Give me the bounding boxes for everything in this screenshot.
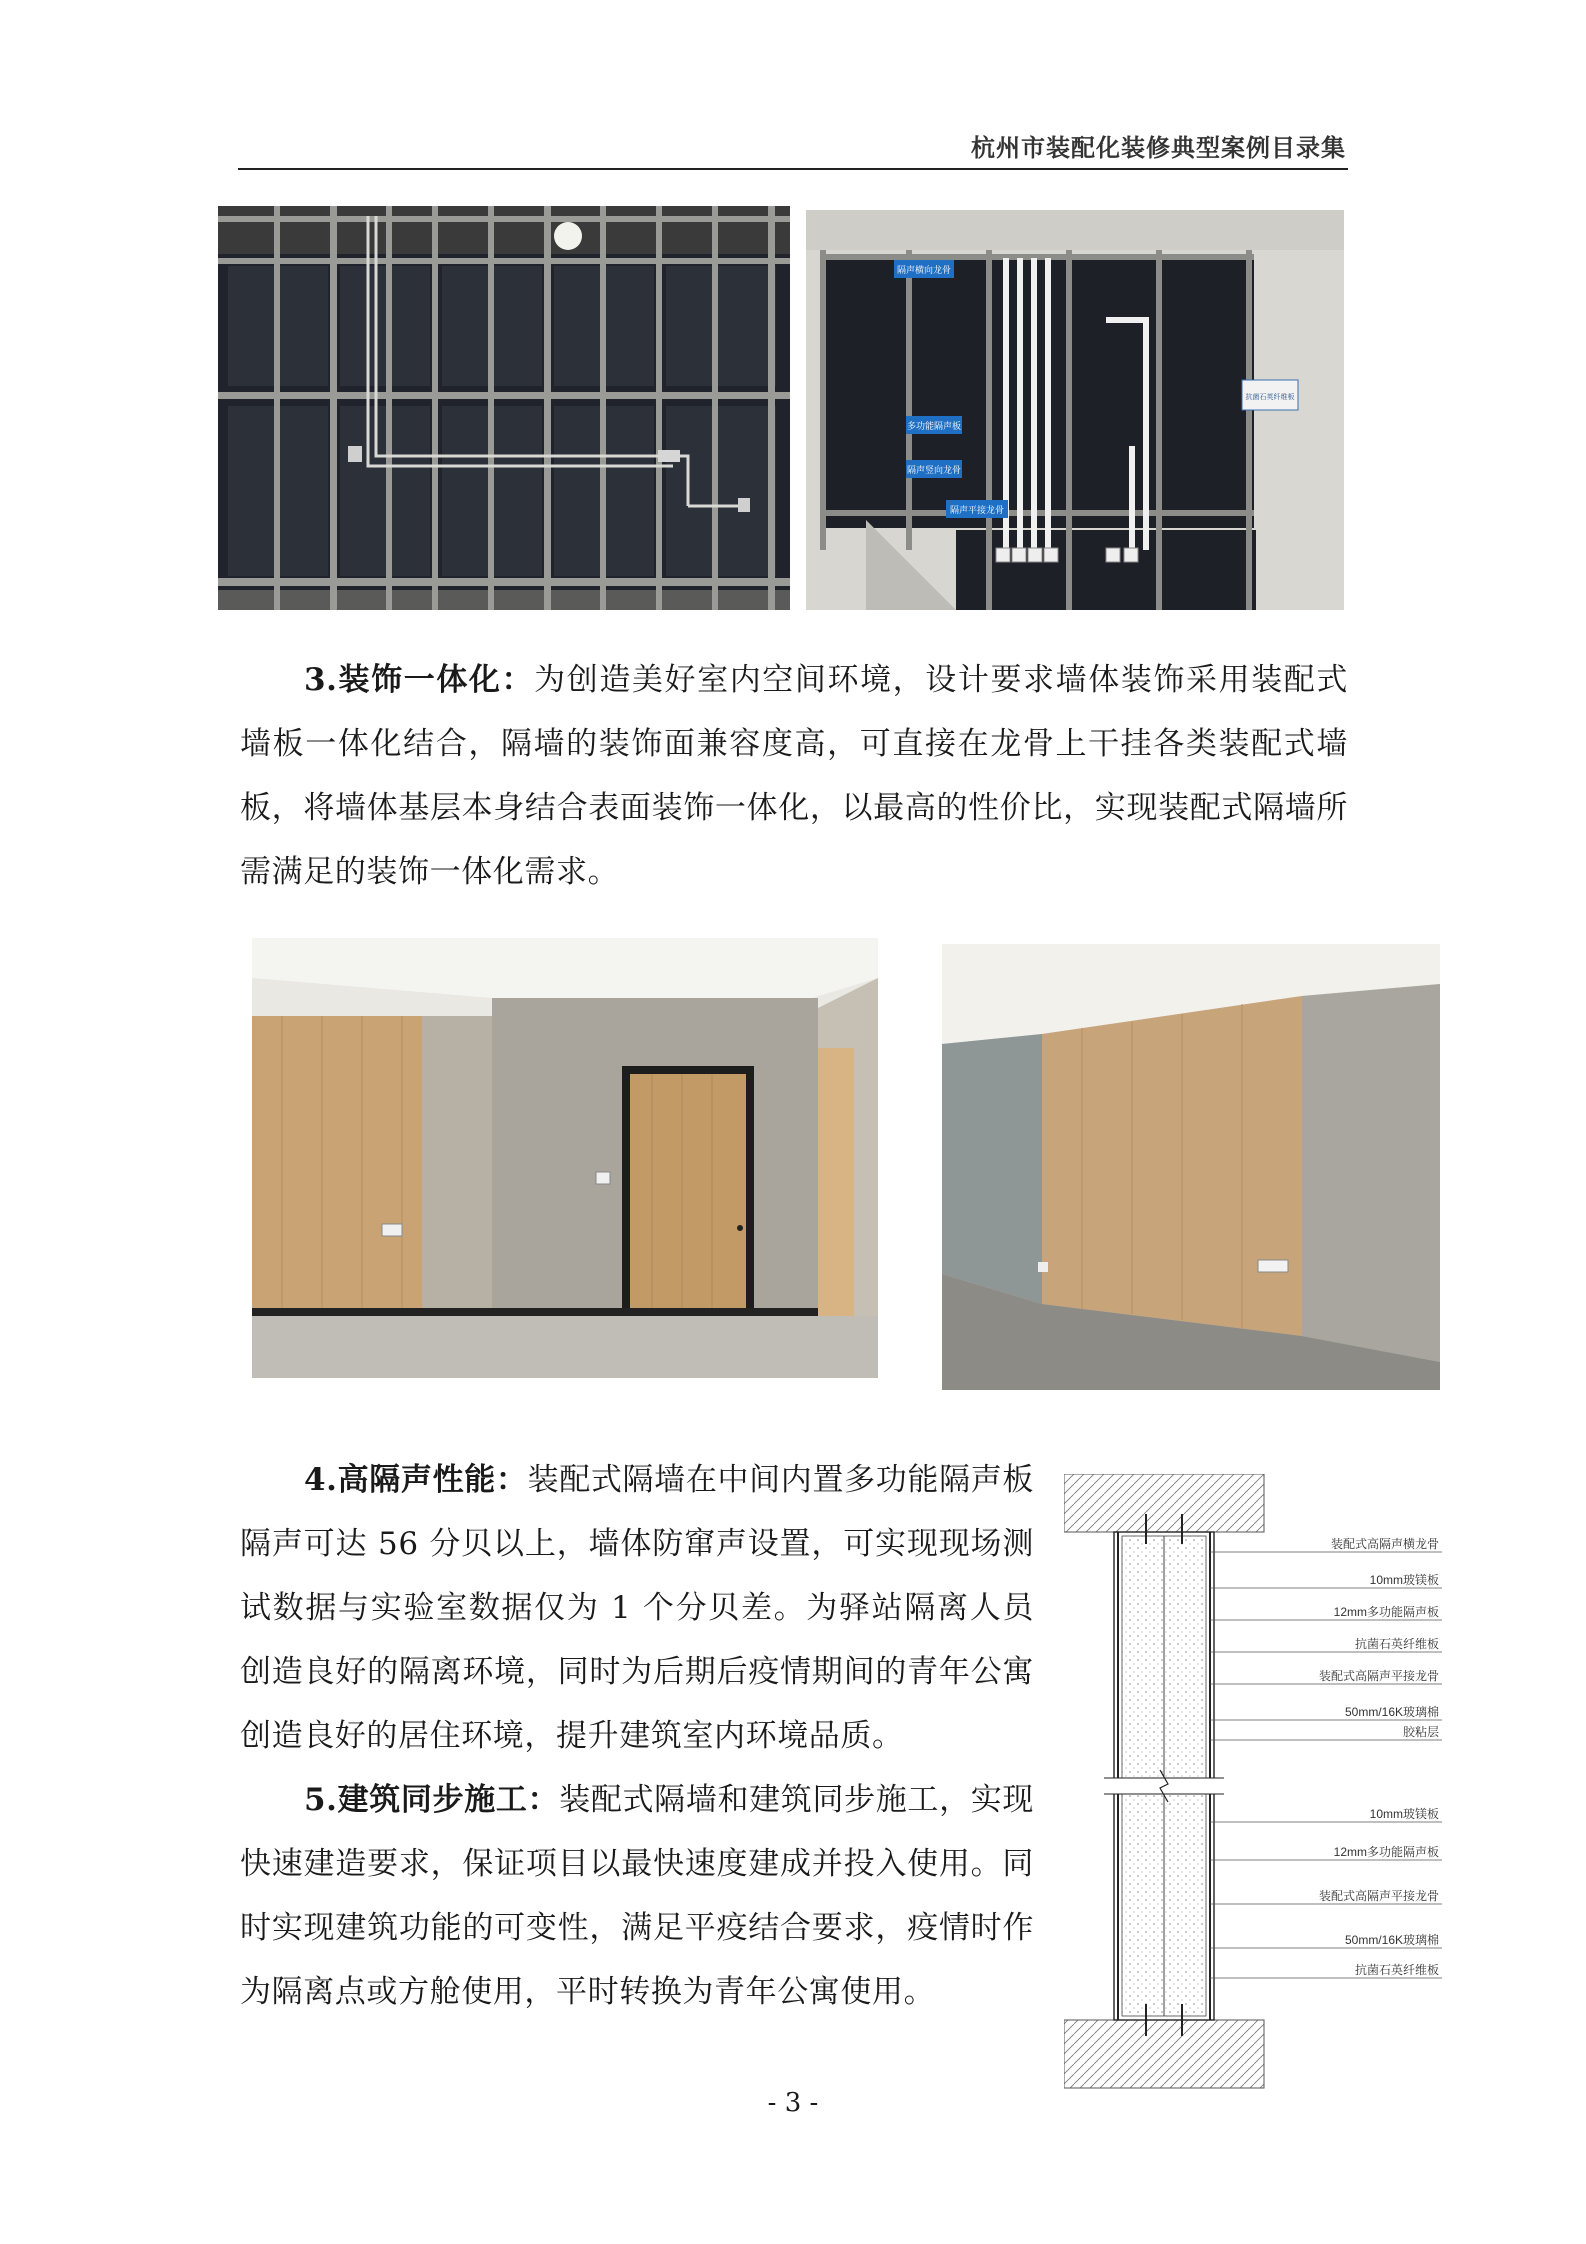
paragraph-sync-lead: 5.建筑同步施工： — [304, 1782, 560, 1818]
paragraph-acoustic-text: 装配式隔墙在中间内置多功能隔声板隔声可达 56 分贝以上，墙体防窜声设置，可实现现场测试数据与实验室数据仅为 1 个分贝差。为驿站隔离人员创造良好的隔离环境，同时为后期后疫情期间的青年公寓创造良好的居住环境，提升建筑室内环境品质。 — [240, 1462, 1034, 1754]
diagram-label-5: 装配式高隔声平接龙骨 — [1318, 1669, 1439, 1683]
diagram-label-2: 10mm玻镁板 — [1369, 1573, 1439, 1587]
tag-quartz-board: 抗菌石英纤维板 — [1245, 393, 1295, 401]
room-photo-right — [942, 944, 1440, 1390]
document-header-title: 杭州市装配化装修典型案例目录集 — [971, 134, 1346, 162]
paragraph-sync-text: 装配式隔墙和建筑同步施工，实现快速建造要求，保证项目以最快速度建成并投入使用。同时实现建筑功能的可变性，满足平疫结合要求，疫情时作为隔离点或方舱使用，平时转换为青年公寓使用。 — [240, 1782, 1035, 2010]
diagram-label-12: 抗菌石英纤维板 — [1354, 1963, 1439, 1977]
diagram-label-1: 装配式高隔声横龙骨 — [1330, 1537, 1439, 1551]
diagram-label-11: 50mm/16K玻璃棉 — [1344, 1933, 1439, 1947]
framing-photo-left — [218, 206, 790, 610]
header-divider — [238, 168, 1348, 170]
diagram-label-9: 12mm多功能隔声板 — [1333, 1845, 1439, 1859]
tag-joint-keel: 隔声平接龙骨 — [949, 506, 1005, 516]
diagram-label-10: 装配式高隔声平接龙骨 — [1318, 1889, 1439, 1903]
paragraph-acoustic — [240, 1448, 1034, 1768]
page-number: - 3 - — [767, 2088, 819, 2118]
wall-section-diagram — [1064, 1474, 1460, 2100]
diagram-label-3: 12mm多功能隔声板 — [1333, 1605, 1439, 1619]
diagram-label-7: 胶粘层 — [1402, 1725, 1439, 1739]
paragraph-decoration-text: 为创造美好室内空间环境，设计要求墙体装饰采用装配式墙板一体化结合，隔墙的装饰面兼容度高，可直接在龙骨上干挂各类装配式墙板，将墙体基层本身结合表面装饰一体化，以最高的性价比，实现装配式隔墙所需满足的装饰一体化需求。 — [240, 662, 1348, 890]
tag-horizontal-keel: 隔声横向龙骨 — [896, 266, 952, 276]
diagram-label-6: 50mm/16K玻璃棉 — [1344, 1705, 1439, 1719]
framing-photo-right — [806, 210, 1344, 610]
room-photo-left — [252, 938, 878, 1378]
paragraph-decoration — [240, 648, 1348, 904]
tag-soundproof-board: 多功能隔声板 — [906, 422, 962, 432]
diagram-label-4: 抗菌石英纤维板 — [1354, 1637, 1439, 1651]
tag-vertical-keel: 隔声竖向龙骨 — [906, 466, 962, 476]
diagram-label-8: 10mm玻镁板 — [1369, 1807, 1439, 1821]
paragraph-sync-construction — [240, 1768, 1034, 2024]
paragraph-decoration-lead: 3.装饰一体化： — [304, 662, 535, 698]
paragraph-acoustic-lead: 4.高隔声性能： — [304, 1462, 528, 1498]
